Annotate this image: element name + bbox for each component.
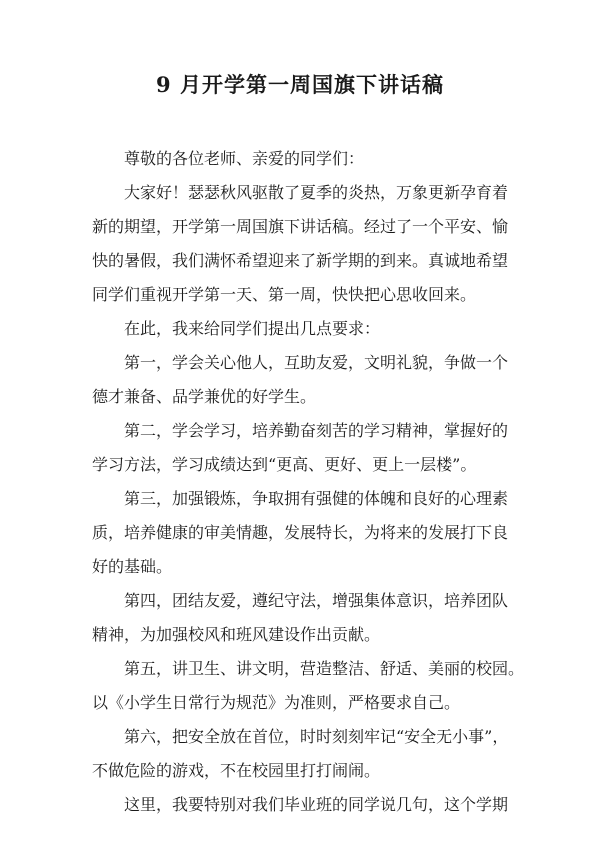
text-line: 第四，团结友爱，遵纪守法，增强集体意识，培养团队 xyxy=(124,591,509,610)
text-line: 德才兼备、品学兼优的好学生。 xyxy=(92,387,317,406)
paragraph-requirement-4 xyxy=(92,584,517,652)
text-line: 以《小学生日常行为规范》为准则，严格要求自己。 xyxy=(92,693,461,712)
text-line: 质，培养健康的审美情趣，发展特长，为将来的发展打下良 xyxy=(92,523,509,542)
text-line: 学习方法，学习成绩达到“更高、更好、更上一层楼”。 xyxy=(92,455,477,474)
paragraph-requirement-3 xyxy=(92,482,517,584)
paragraph-graduates xyxy=(92,788,517,822)
paragraph-requirement-5 xyxy=(92,652,525,720)
paragraph-requirement-2 xyxy=(92,414,517,482)
text-line: 尊敬的各位老师、亲爱的同学们： xyxy=(124,149,365,168)
paragraph-opening xyxy=(92,176,517,312)
text-line: 第六，把安全放在首位，时时刻刻牢记“安全无小事”， xyxy=(124,727,509,746)
text-line: 不做危险的游戏，不在校园里打打闹闹。 xyxy=(92,761,381,780)
text-line: 新的期望，开学第一周国旗下讲话稿。经过了一个平安、愉 xyxy=(92,217,509,236)
text-line: 好的基础。 xyxy=(92,557,173,576)
paragraph-requirement-1 xyxy=(92,346,517,414)
paragraph-requirement-6 xyxy=(92,720,517,788)
text-line: 第二，学会学习，培养勤奋刻苦的学习精神，掌握好的 xyxy=(124,421,509,440)
text-line: 快的暑假，我们满怀希望迎来了新学期的到来。真诚地希望 xyxy=(92,251,509,270)
text-line: 这里，我要特别对我们毕业班的同学说几句，这个学期 xyxy=(124,795,509,814)
paragraph-greeting xyxy=(92,142,517,176)
text-line: 在此，我来给同学们提出几点要求： xyxy=(124,319,381,338)
text-line: 第三，加强锻炼，争取拥有强健的体魄和良好的心理素 xyxy=(124,489,509,508)
text-line: 第一，学会关心他人，互助友爱，文明礼貌，争做一个 xyxy=(124,353,509,372)
document-title: 9 月开学第一周国旗下讲话稿 xyxy=(156,72,444,97)
text-line: 第五，讲卫生、讲文明，营造整洁、舒适、美丽的校园。 xyxy=(124,659,525,678)
document-body xyxy=(92,142,525,822)
text-line: 精神，为加强校风和班风建设作出贡献。 xyxy=(92,625,381,644)
text-line: 大家好！瑟瑟秋风驱散了夏季的炎热，万象更新孕育着 xyxy=(124,183,509,202)
paragraph-intro-requirements xyxy=(92,312,517,346)
text-line: 同学们重视开学第一天、第一周，快快把心思收回来。 xyxy=(92,285,477,304)
